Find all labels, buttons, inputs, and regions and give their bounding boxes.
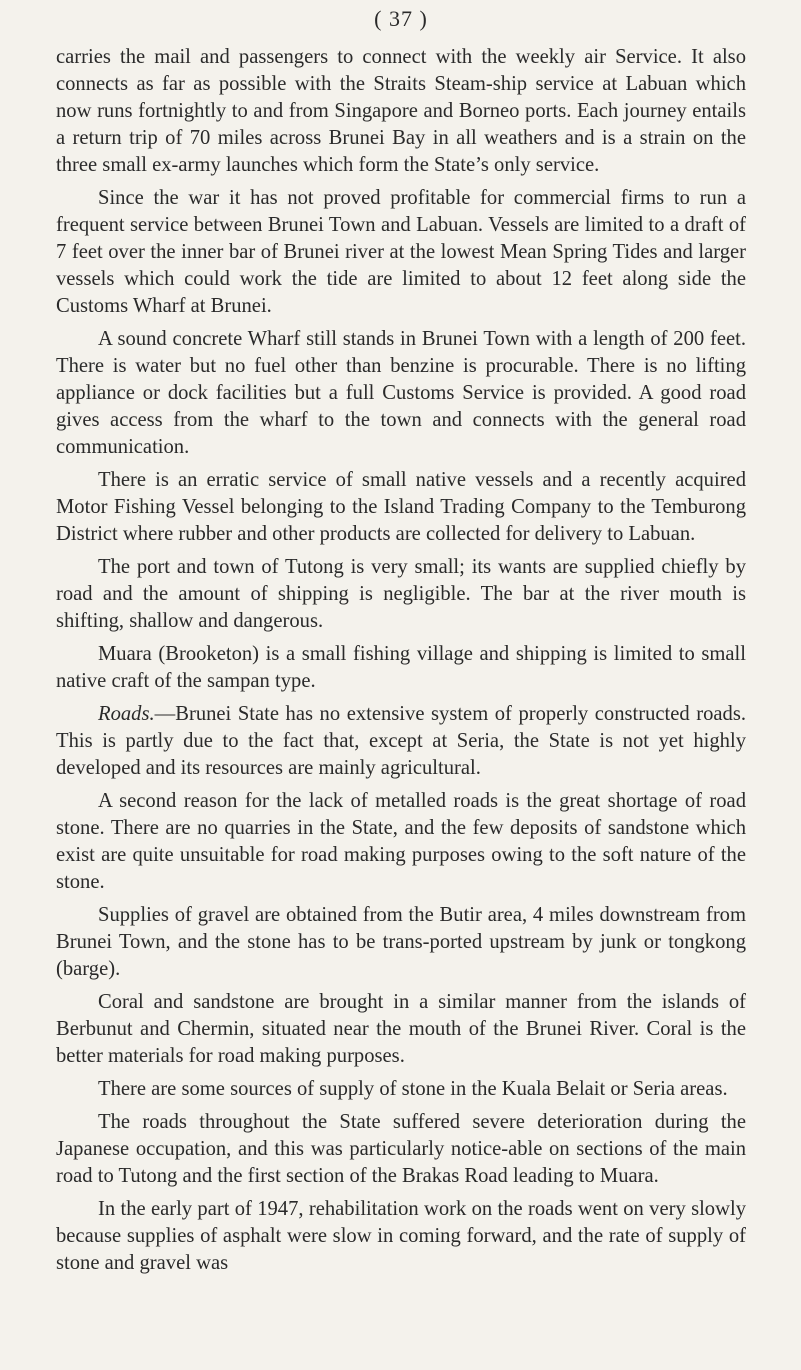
roads-heading: Roads. [98, 703, 155, 725]
paragraph-rehabilitation: In the early part of 1947, rehabilitation work on the roads went on very slowly because supplies of asphalt were slow in coming forward, and the rate of supply of stone and gravel was [56, 1198, 746, 1274]
paragraph-road-deterioration: The roads throughout the State suffered severe deterioration during the Japanese occupation, and this was particularly notice-able on sections of the main road to Tutong and the first section of the Brakas Road leading to Muara. [56, 1111, 746, 1187]
document-page [56, 0, 746, 1283]
paragraph-native-vessels: There is an erratic service of small native vessels and a recently acquired Motor Fishing Vessel belonging to the Island Trading Company to the Temburong District where rubber and other products are collected for delivery to Labuan. [56, 469, 746, 545]
paragraph-roads [56, 701, 746, 782]
paragraph-gravel-supply: Supplies of gravel are obtained from the Butir area, 4 miles downstream from Brunei Town, and the stone has to be trans-ported upstream by junk or tongkong (barge). [56, 904, 746, 980]
page-number: ( 37 ) [374, 6, 428, 31]
paragraph-muara: Muara (Brooketon) is a small fishing village and shipping is limited to small native craft of the sampan type. [56, 643, 746, 692]
paragraph-coral-sandstone: Coral and sandstone are brought in a similar manner from the islands of Berbunut and Chermin, situated near the mouth of the Brunei River. Coral is the better materials for road making purposes. [56, 991, 746, 1067]
roads-text: —Brunei State has no extensive system of properly constructed roads. This is partly due to the fact that, except at Seria, the State is not yet highly developed and its resources are mainly agricultural. [56, 703, 746, 779]
paragraph-concrete-wharf: A sound concrete Wharf still stands in Brunei Town with a length of 200 feet. There is water but no fuel other than benzine is procurable. There is no lifting appliance or dock facilities but a full Customs Service is provided. A good road gives access from the wharf to the town and connects with the general road communication. [56, 328, 746, 458]
paragraph-stone-sources: There are some sources of supply of stone in the Kuala Belait or Seria areas. [98, 1078, 728, 1100]
paragraph-road-stone: A second reason for the lack of metalled roads is the great shortage of road stone. There are no quarries in the State, and the few deposits of sandstone which exist are quite unsuitable for road making purposes owing to the soft nature of the stone. [56, 790, 746, 893]
paragraph-mail-service: carries the mail and passengers to connect with the weekly air Service. It also connects as far as possible with the Straits Steam-ship service at Labuan which now runs fortnightly to and from Singapore and Borneo ports. Each journey entails a return trip of 70 miles across Brunei Bay in all weathers and is a strain on the three small ex-army launches which form the State’s only service. [56, 46, 746, 176]
paragraph-tutong-port: The port and town of Tutong is very small; its wants are supplied chiefly by road and the amount of shipping is negligible. The bar at the river mouth is shifting, shallow and dangerous. [56, 556, 746, 632]
paragraph-commercial-service: Since the war it has not proved profitable for commercial firms to run a frequent service between Brunei Town and Labuan. Vessels are limited to a draft of 7 feet over the inner bar of Brunei river at the lowest Mean Spring Tides and larger vessels which could work the tide are limited to about 12 feet along side the Customs Wharf at Brunei. [56, 187, 746, 317]
